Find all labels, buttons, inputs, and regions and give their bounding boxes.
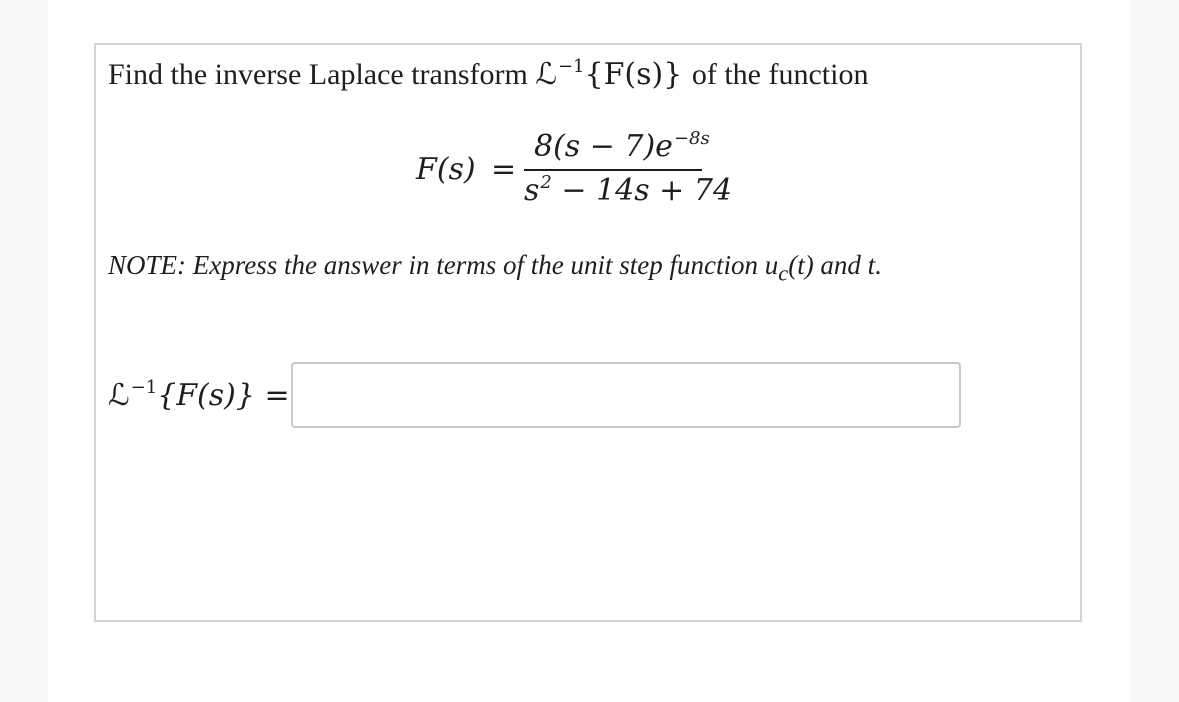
formula-equals: = bbox=[491, 152, 517, 187]
denominator-base: s bbox=[524, 173, 540, 208]
answer-laplace-exponent: −1 bbox=[130, 377, 158, 398]
formula-lhs: F(s) bbox=[416, 152, 476, 187]
note-text bbox=[108, 250, 882, 286]
answer-laplace-argument: {F(s)} bbox=[157, 378, 255, 413]
question-box bbox=[94, 43, 1082, 622]
transfer-function-formula bbox=[416, 125, 733, 215]
formula-denominator bbox=[524, 173, 732, 208]
answer-label bbox=[108, 378, 290, 413]
denominator-suffix: − 14s + 74 bbox=[561, 173, 733, 208]
answer-input[interactable] bbox=[291, 362, 961, 428]
inverse-laplace-operator bbox=[535, 57, 692, 92]
answer-equals: = bbox=[264, 378, 290, 413]
numerator-main: 8(s − 7)e bbox=[534, 129, 673, 164]
prompt-text: Find the inverse Laplace transform bbox=[108, 58, 528, 91]
note-prefix: NOTE: Express the answer in terms of the unit step function u bbox=[108, 250, 779, 280]
laplace-symbol: ℒ bbox=[535, 57, 557, 92]
numerator-exponent: −8s bbox=[673, 128, 710, 149]
answer-row bbox=[108, 362, 968, 432]
answer-laplace-symbol: ℒ bbox=[108, 378, 130, 413]
prompt-suffix: of the function bbox=[691, 58, 869, 91]
note-suffix: (t) and t. bbox=[788, 250, 882, 280]
fraction-line bbox=[524, 169, 702, 171]
note-subscript: c bbox=[778, 260, 789, 286]
formula-numerator bbox=[534, 129, 710, 164]
question-prompt bbox=[108, 57, 868, 97]
laplace-argument: {F(s)} bbox=[584, 57, 683, 92]
laplace-exponent: −1 bbox=[557, 56, 585, 77]
denominator-exponent: 2 bbox=[540, 172, 552, 193]
